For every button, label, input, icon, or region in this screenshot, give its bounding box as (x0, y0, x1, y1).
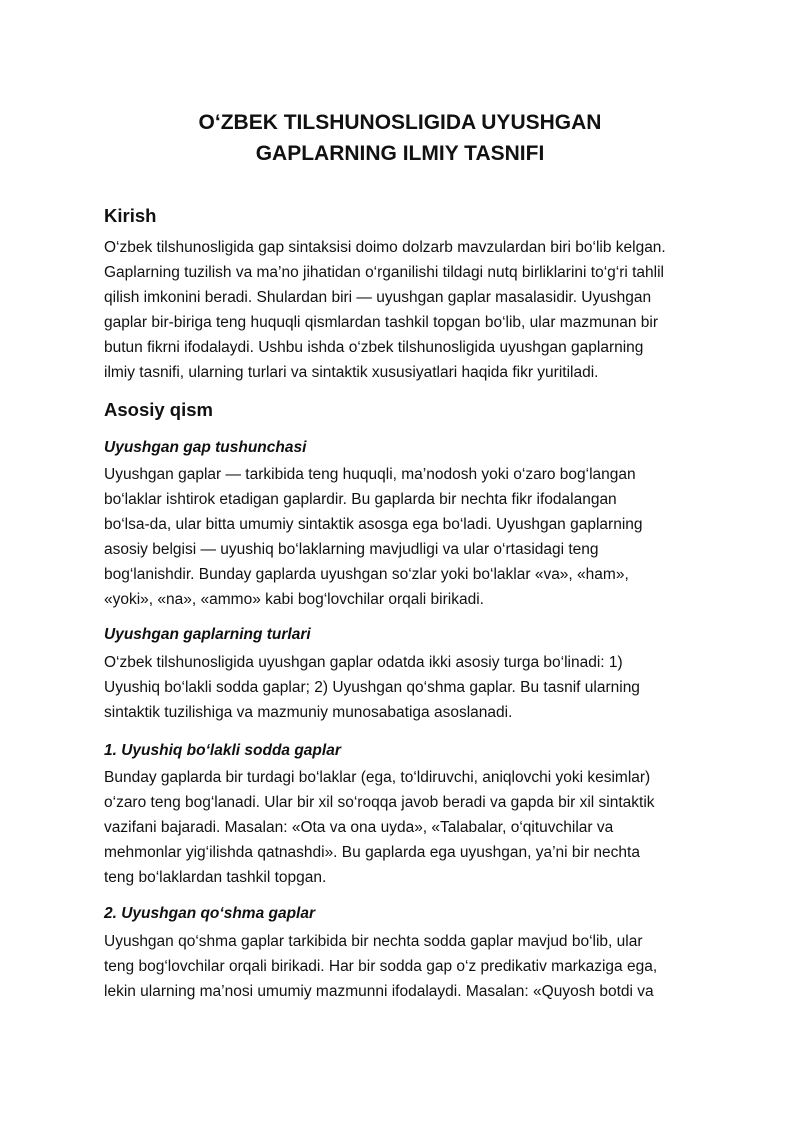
paragraph-line: qilish imkonini beradi. Shulardan biri — uyushgan gaplar masalasidir. Uyushgan (104, 289, 652, 306)
paragraph-line: teng bog‘lovchilar orqali birikadi. Har bir sodda gap o‘z predikativ markaziga ega, (104, 958, 658, 975)
paragraph-line: Gaplarning tuzilish va ma’no jihatidan o‘rganilishi tildagi nutq birliklarini to‘g‘ri tahlil (104, 264, 665, 281)
subheading-types: Uyushgan gaplarning turlari (104, 626, 311, 643)
paragraph-line: Uyushgan gaplar — tarkibida teng huquqli, ma’nodosh yoki o‘zaro bog‘langan (104, 466, 636, 483)
title-line-2: GAPLARNING ILMIY TASNIFI (255, 142, 545, 165)
document-title (104, 107, 696, 169)
title-line-1: O‘ZBEK TILSHUNOSLIGIDA UYUSHGAN (198, 111, 602, 134)
paragraph-line: bog‘lanishdir. Bunday gaplarda uyushgan so‘zlar yoki bo‘laklar «va», «ham», (104, 566, 629, 583)
paragraph-line: lekin ularning ma’nosi umumiy mazmunni ifodalaydi. Masalan: «Quyosh botdi va (104, 983, 654, 1000)
subheading-compound-sentences: 2. Uyushgan qo‘shma gaplar (104, 905, 316, 922)
subheading-concept: Uyushgan gap tushunchasi (104, 439, 307, 456)
paragraph-line: ilmiy tasnifi, ularning turlari va sintaktik xususiyatlari haqida fikr yuritiladi. (104, 364, 599, 381)
simple-sentences-paragraph (104, 765, 655, 890)
paragraph-line: teng bo‘laklardan tashkil topgan. (104, 869, 327, 886)
paragraph-line: butun fikrni ifodalaydi. Ushbu ishda o‘zbek tilshunosligida uyushgan gaplarning (104, 339, 644, 356)
paragraph-line: mehmonlar yig‘ilishda qatnashdi». Bu gaplarda ega uyushgan, ya’ni bir nechta (104, 844, 640, 861)
concept-paragraph (104, 462, 643, 612)
compound-sentences-paragraph (104, 929, 657, 1004)
paragraph-line: bo‘lsa-da, ular bitta umumiy sintaktik asosga ega bo‘ladi. Uyushgan gaplarning (104, 516, 643, 533)
paragraph-line: o‘zaro teng bog‘lanadi. Ular bir xil so‘roqqa javob beradi va gapda bir xil sintaktik (104, 794, 655, 811)
paragraph-line: Bunday gaplarda bir turdagi bo‘laklar (ega, to‘ldiruvchi, aniqlovchi yoki kesimlar) (104, 769, 651, 786)
paragraph-line: bo‘laklar ishtirok etadigan gaplardir. Bu gaplarda bir nechta fikr ifodalangan (104, 491, 617, 508)
subheading-simple-sentences: 1. Uyushiq bo‘lakli sodda gaplar (104, 742, 341, 759)
paragraph-line: sintaktik tuzilishiga va mazmuniy munosabatiga asoslanadi. (104, 704, 513, 721)
types-paragraph (104, 650, 640, 725)
paragraph-line: asosiy belgisi — uyushiq bo‘laklarning mavjudligi va ular o‘rtasidagi teng (104, 541, 599, 558)
paragraph-line: «yoki», «na», «ammo» kabi bog‘lovchilar orqali birikadi. (104, 591, 484, 608)
paragraph-line: Uyushgan qo‘shma gaplar tarkibida bir nechta sodda gaplar mavjud bo‘lib, ular (104, 933, 643, 950)
paragraph-line: gaplar bir-biriga teng huquqli qismlardan tashkil topgan bo‘lib, ular mazmunan bir (104, 314, 659, 331)
paragraph-line: Uyushiq bo‘lakli sodda gaplar; 2) Uyushgan qo‘shma gaplar. Bu tasnif ularning (104, 679, 640, 696)
paragraph-line: vazifani bajaradi. Masalan: «Ota va ona uyda», «Talabalar, o‘qituvchilar va (104, 819, 614, 836)
paragraph-line: O‘zbek tilshunosligida uyushgan gaplar odatda ikki asosiy turga bo‘linadi: 1) (104, 654, 623, 671)
section-heading-main: Asosiy qism (104, 399, 213, 420)
intro-paragraph (104, 235, 666, 385)
paragraph-line: O‘zbek tilshunosligida gap sintaksisi doimo dolzarb mavzulardan biri bo‘lib kelgan. (104, 239, 666, 256)
section-heading-intro: Kirish (104, 205, 157, 226)
